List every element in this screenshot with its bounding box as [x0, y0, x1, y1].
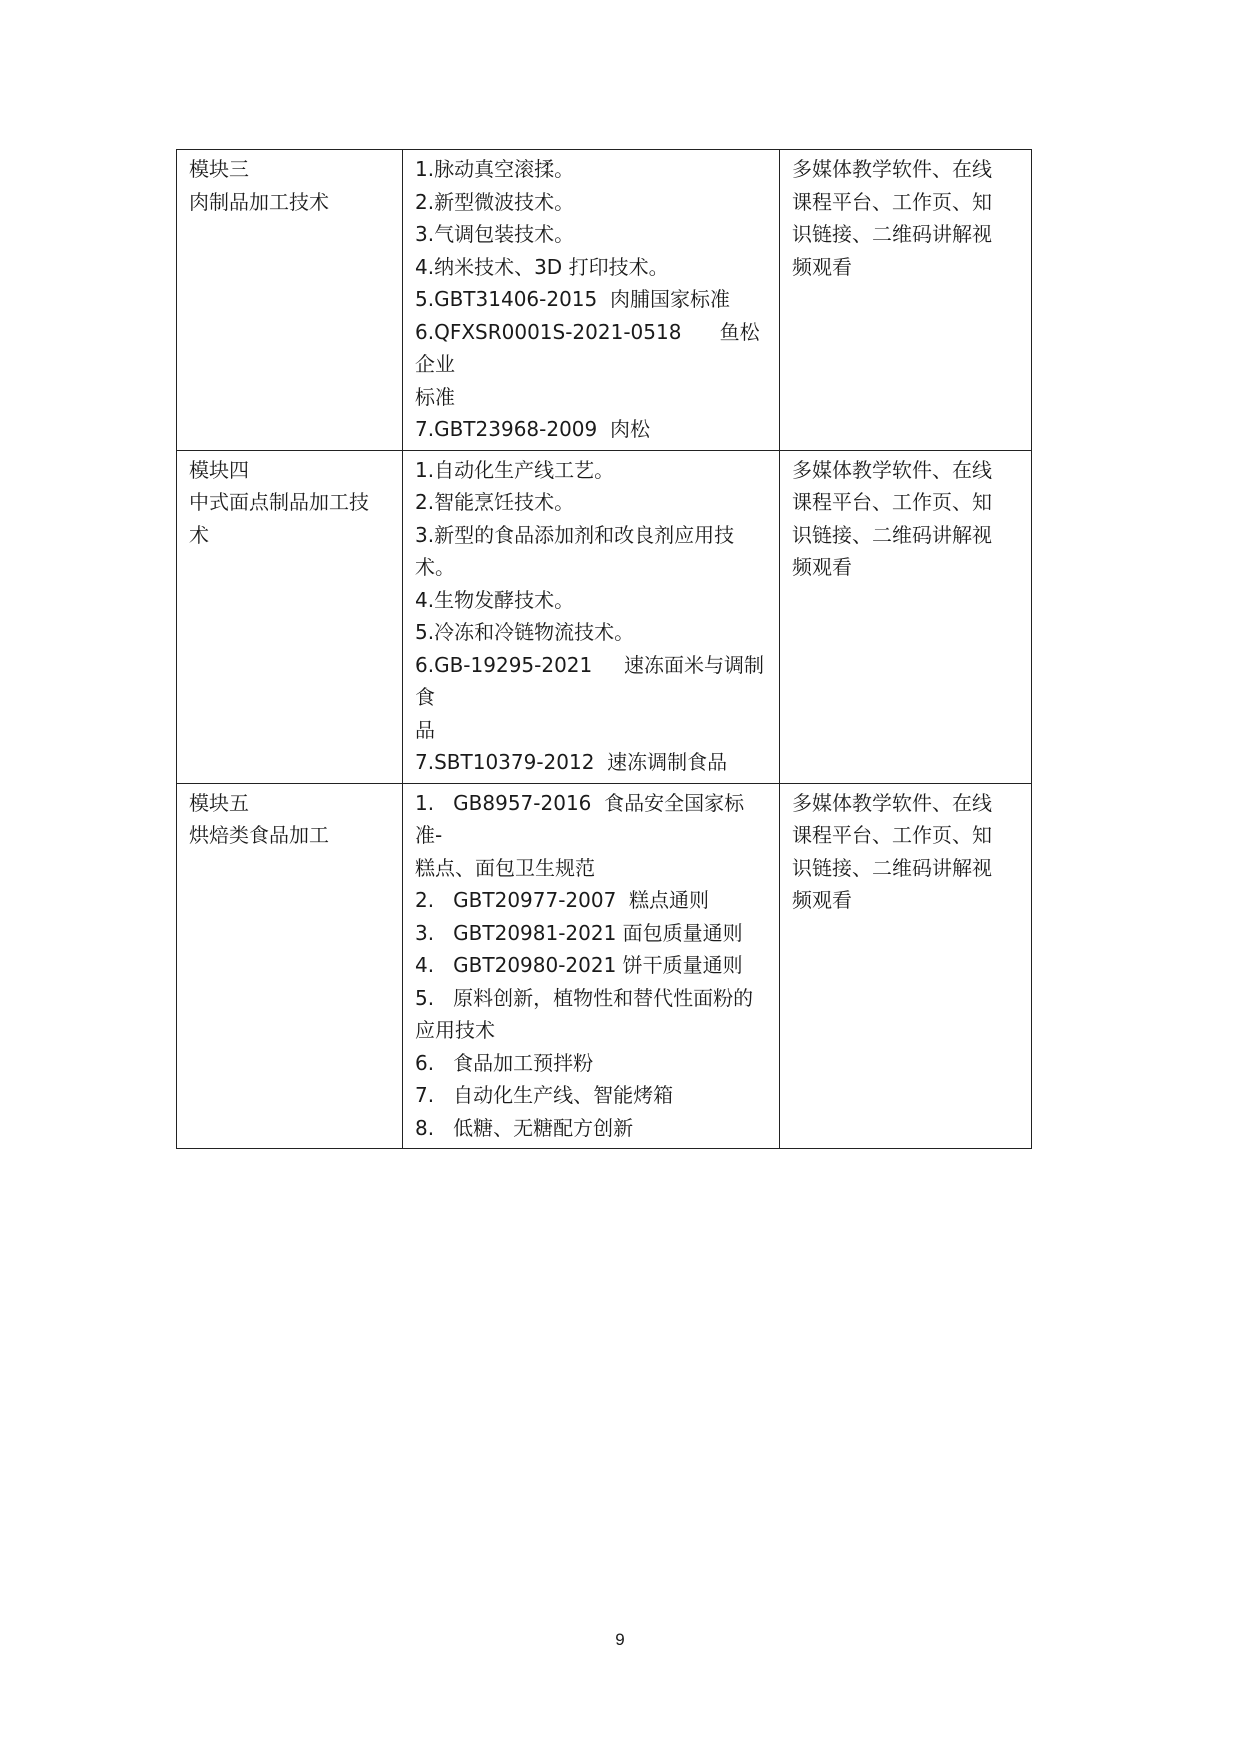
content-cell-line: 糕点、面包卫生规范: [415, 855, 595, 880]
table-row: [177, 450, 1032, 783]
content-cell-line: 7.GBT23968-2009 肉松: [415, 417, 650, 441]
content-cell-line: 4.纳米技术、3D 打印技术。: [415, 254, 669, 279]
content-cell-line: 6. 食品加工预拌粉: [415, 1050, 594, 1075]
module-cell-line: 中式面点制品加工技: [189, 490, 369, 514]
content-cell-line: 5. 原料创新，植物性和替代性面粉的: [415, 985, 754, 1010]
content-cell-line: 品: [415, 717, 435, 742]
resource-cell-line: 频观看: [792, 254, 852, 279]
table-row: [177, 783, 1032, 1149]
resource-cell-line: 多媒体教学软件、在线: [792, 157, 992, 181]
resource-cell-line: 课程平台、工作页、知: [792, 189, 992, 214]
module-table-body: [177, 150, 1032, 1149]
page-number: 9: [615, 1630, 625, 1649]
module-cell-line: 烘焙类食品加工: [189, 823, 329, 847]
content-cell-line: 应用技术: [415, 1018, 495, 1042]
content-cell-line: 术。: [415, 555, 455, 579]
module-cell: [177, 150, 403, 451]
content-cell-line: 6.QFXSR0001S-2021-0518 鱼松企业: [415, 319, 760, 376]
content-cell-line: 8. 低糖、无糖配方创新: [415, 1115, 634, 1140]
resource-cell-line: 多媒体教学软件、在线: [792, 790, 992, 815]
content-cell-line: 2.新型微波技术。: [415, 189, 575, 214]
resource-cell-line: 课程平台、工作页、知: [792, 823, 992, 847]
content-cell-line: 1.脉动真空滚揉。: [415, 157, 575, 181]
module-cell-line: 肉制品加工技术: [189, 189, 329, 214]
resource-cell-line: 频观看: [792, 888, 852, 912]
resource-cell-line: 识链接、二维码讲解视: [792, 522, 992, 547]
module-cell-line: 模块五: [189, 790, 249, 815]
resource-cell-line: 识链接、二维码讲解视: [792, 855, 992, 880]
content-cell-line: 3.气调包装技术。: [415, 222, 575, 246]
resource-cell-line: 识链接、二维码讲解视: [792, 222, 992, 246]
module-cell: [177, 450, 403, 783]
content-cell-line: 2. GBT20977-2007 糕点通则: [415, 888, 710, 912]
module-cell: [177, 783, 403, 1149]
content-cell-line: 1. GB8957-2016 食品安全国家标准-: [415, 790, 745, 847]
module-cell-line: 模块三: [189, 157, 249, 181]
content-cell-line: 2.智能烹饪技术。: [415, 490, 575, 514]
resource-cell-line: 多媒体教学软件、在线: [792, 457, 992, 482]
resource-cell: [780, 450, 1032, 783]
module-cell-line: 模块四: [189, 457, 249, 482]
content-cell-line: 1.自动化生产线工艺。: [415, 457, 615, 482]
content-cell-line: 6.GB-19295-2021 速冻面米与调制食: [415, 652, 765, 709]
content-cell-line: 5.冷冻和冷链物流技术。: [415, 620, 635, 644]
resource-cell-line: 频观看: [792, 555, 852, 579]
content-cell-line: 标准: [415, 384, 455, 409]
resource-cell: [780, 783, 1032, 1149]
table-row: [177, 150, 1032, 451]
content-cell-line: 3. GBT20981-2021 面包质量通则: [415, 920, 743, 945]
content-cell: [403, 783, 780, 1149]
module-table: [176, 149, 1032, 1149]
resource-cell-line: 课程平台、工作页、知: [792, 490, 992, 514]
module-cell-line: 术: [189, 522, 209, 547]
content-cell: [403, 150, 780, 451]
content-cell-line: 3.新型的食品添加剂和改良剂应用技: [415, 522, 735, 547]
content-cell-line: 4.生物发酵技术。: [415, 587, 575, 612]
resource-cell: [780, 150, 1032, 451]
content-cell-line: 7. 自动化生产线、智能烤箱: [415, 1083, 674, 1107]
content-cell-line: 7.SBT10379-2012 速冻调制食品: [415, 750, 728, 774]
content-cell-line: 5.GBT31406-2015 肉脯国家标准: [415, 287, 730, 311]
content-cell-line: 4. GBT20980-2021 饼干质量通则: [415, 953, 743, 977]
content-cell: [403, 450, 780, 783]
